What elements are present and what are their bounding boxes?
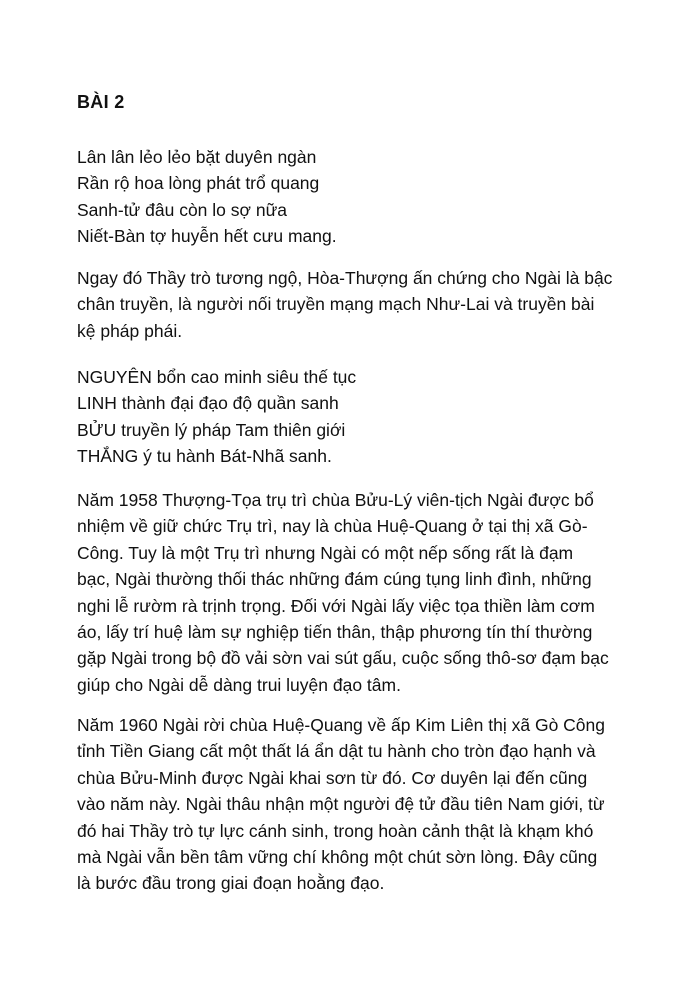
verse-line: LINH thành đại đạo độ quần sanh [77,393,339,414]
verse-line: THẮNG ý tu hành Bát-Nhã sanh. [77,446,332,467]
verse-line: Rần rộ hoa lòng phát trổ quang [77,173,320,194]
paragraph-3 [77,712,637,897]
paragraph-line: tỉnh Tiền Giang cất một thất lá ẩn dật tu hành cho tròn đạo hạnh và [77,741,596,762]
paragraph-line: Ngay đó Thầy trò tương ngộ, Hòa-Thượng ấn chứng cho Ngài là bậc [77,268,613,288]
verse-line: NGUYÊN bổn cao minh siêu thế tục [77,367,357,387]
section-heading: BÀI 2 [77,92,125,112]
verse-2 [77,364,637,470]
paragraph-line: Năm 1958 Thượng-Tọa trụ trì chùa Bửu-Lý viên-tịch Ngài được bổ [77,490,594,510]
paragraph-line: là bước đầu trong giai đoạn hoằng đạo. [77,873,385,894]
verse-1 [77,144,637,250]
paragraph-line: bạc, Ngài thường thối thác những đám cúng tụng linh đình, những [77,569,592,590]
paragraph-line: gặp Ngài trong bộ đồ vải sờn vai sút gấu, cuộc sống thô-sơ đạm bạc [77,648,609,669]
paragraph-line: nhiệm về giữ chức Trụ trì, nay là chùa Huệ-Quang ở tại thị xã Gò- [77,516,588,537]
paragraph-line: áo, lấy trí huệ làm sự nghiệp tiến thân, thập phương tín thí thường [77,622,593,643]
paragraph-line: giúp cho Ngài dễ dàng trui luyện đạo tâm. [77,674,401,695]
paragraph-line: nghi lễ rườm rà trịnh trọng. Đối với Ngài lấy việc tọa thiền làm cơm [77,595,595,616]
paragraph-line: đó hai Thầy trò tự lực cánh sinh, trong hoàn cảnh thật là khạm khó [77,820,594,841]
paragraph-line: chùa Bửu-Minh được Ngài khai sơn từ đó. Cơ duyên lại đến cũng [77,767,588,788]
paragraph-line: chân truyền, là người nối truyền mạng mạch Như-Lai và truyền bài [77,294,595,315]
verse-line: BỬU truyền lý pháp Tam thiên giới [77,419,346,440]
verse-line: Niết-Bàn tợ huyễn hết cưu mang. [77,226,337,247]
paragraph-line: kệ pháp phái. [77,320,183,341]
paragraph-line: Năm 1960 Ngài rời chùa Huệ-Quang về ấp Kim Liên thị xã Gò Công [77,715,606,735]
verse-line: Sanh-tử đâu còn lo sợ nữa [77,199,288,220]
paragraph-line: Công. Tuy là một Trụ trì nhưng Ngài có một nếp sống rất là đạm [77,542,574,563]
paragraph-1 [77,265,637,344]
paragraph-line: vào năm này. Ngài thâu nhận một người đệ tử đầu tiên Nam giới, từ [77,794,605,815]
paragraph-2 [77,487,637,698]
paragraph-line: mà Ngài vẫn bền tâm vững chí không một chút sờn lòng. Đây cũng [77,847,598,868]
verse-line: Lân lân lẻo lẻo bặt duyên ngàn [77,147,317,167]
